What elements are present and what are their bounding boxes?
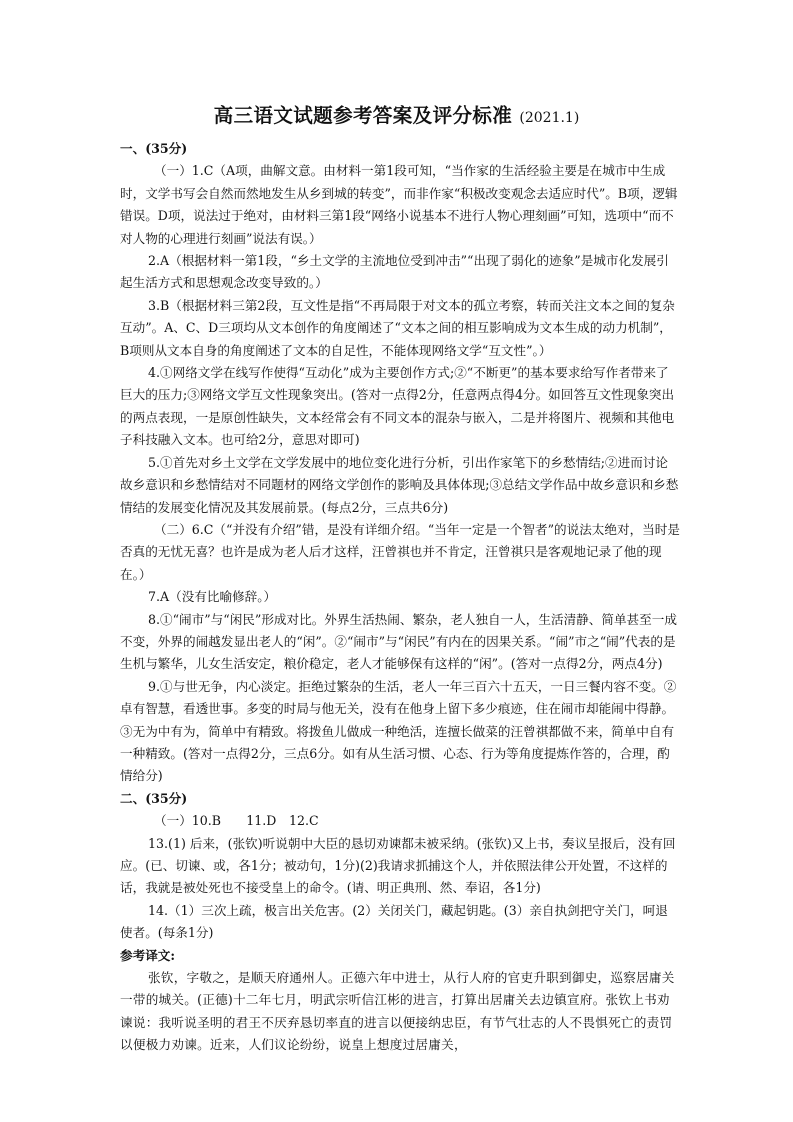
paragraph: （一）10.B 11.D 12.C	[154, 813, 319, 829]
paragraph: 9.①与世无争，内心淡定。拒绝过繁杂的生活，老人一年三百六十五天，一日三餐内容不变。②卓有智慧，看透世事。多变的时局与他无关，没有在他身上留下多少痕迹，住在闹市却能闹中得静。③无为中有为，简单中有精致。将拨鱼儿做成一种绝活，连擅长做菜的汪曾祺都做不来，简单中自有一种精致。(答对一点得2分，三点6分。如有从生活习惯、心态、行为等角度提炼作答的，合理，酌情给分)	[120, 678, 677, 784]
paragraph: 2.A（根据材料一第1段，“乡土文学的主流地位受到冲击”“出现了弱化的迹象”是城市化发展引起生活方式和思想观念改变导致的。）	[120, 253, 669, 291]
translation-heading: 参考译文:	[120, 947, 176, 963]
paragraph: 4.①网络文学在线写作使得“互动化”成为主要创作方式;②“不断更”的基本要求给写作者带来了巨大的压力;③网络文学互文性现象突出。(答对一点得2分，任意两点得4分。如回答互文性现象突出的两点表现，一是原创性缺失，文本经常会有不同文本的混杂与嵌入，二是并将图片、视频和其他电子科技融入文本。也可给2分，意思对即可)	[120, 365, 675, 448]
paragraph: 14.（1）三次上疏，极言出关危害。(2）关闭关门，藏起钥匙。(3）亲自执剑把守关门，呵退使者。(每条1分)	[120, 902, 668, 941]
paragraph: （一）1.C（A项，曲解文意。由材料一第1段可知，“当作家的生活经验主要是在城市中生成时，文学书写会自然而然地发生从乡到城的转变”，而非作家“积极改变观念去适应时代”。B项，逻辑错误。D项，说法过于绝对，由材料三第1段“网络小说基本不进行人物心理刻画”可知，选项中“而不对人物的心理进行刻画”说法有误。）	[120, 163, 678, 246]
title-text: 高三语文试题参考答案及评分标准	[213, 104, 513, 127]
paragraph: 3.B（根据材料三第2段，互文性是指“不再局限于对文本的孤立考察，转而关注文本之间的复杂互动”。A、C、D三项均从文本创作的角度阐述了“文本之间的相互影响成为文本生成的动力机制”，B项则从文本自身的角度阐述了文本的自足性，不能体现网络文学“互文性”。）	[120, 297, 675, 358]
title-date: (2021.1)	[519, 110, 580, 126]
paragraph: 5.①首先对乡土文学在文学发展中的地位变化进行分析，引出作家笔下的乡愁情结;②进而讨论故乡意识和乡愁情结对不同题材的网络文学创作的影响及具体体现;③总结文学作品中故乡意识和乡愁情结的发展变化情况及其发展前景。(每点2分，三点共6分)	[120, 454, 679, 515]
section-heading: 二、(35分)	[120, 790, 188, 806]
paragraph: （二）6.C（“并没有介绍”错，是没有详细介绍。“当年一定是一个智者”的说法太绝对，当时是否真的无忧无喜？也许是成为老人后才这样，汪曾祺也并不肯定，汪曾祺只是客观地记录了他的现在。）	[120, 521, 680, 582]
paragraph: 7.A（没有比喻修辞。）	[148, 589, 277, 605]
paragraph: 13.(1) 后来，(张钦)听说朝中大臣的恳切劝谏都未被采纳。(张钦)又上书，奏议呈报后，没有回应。(已、切谏、或，各1分；被动句，1分)(2)我请求抓捕这个人，并依照法律公开处置，不这样的话，我就是被处死也不接受皇上的命令。(请、明正典刑、然、奉诏，各1分)	[120, 835, 676, 896]
paragraph: 8.①“闹市”与“闲民”形成对比。外界生活热闹、繁杂，老人独自一人，生活清静、简单甚至一成不变，外界的闹越发显出老人的“闲”。②“闹市”与“闲民”有内在的因果关系。“闹”市之“闹”代表的是生机与繁华，儿女生活安定，粮价稳定，老人才能够保有这样的“闲”。(答对一点得2分，两点4分)	[120, 611, 677, 672]
translation-paragraph: 张钦，字敬之，是顺天府通州人。正德六年中进士，从行人府的官吏升职到御史，巡察居庸关一带的城关。(正德)十二年七月，明武宗听信江彬的进言，打算出居庸关去边镇宣府。张钦上书劝谏说：我听说圣明的君王不厌弃恳切率直的进言以便接纳忠臣，有节气壮志的人不畏惧死亡的责罚以便极力劝谏。近来，人们议论纷纷，说皇上想度过居庸关，	[120, 970, 675, 1053]
section-heading: 一、(35分)	[120, 141, 188, 156]
document-title	[0, 100, 793, 128]
document-body	[120, 138, 680, 1057]
